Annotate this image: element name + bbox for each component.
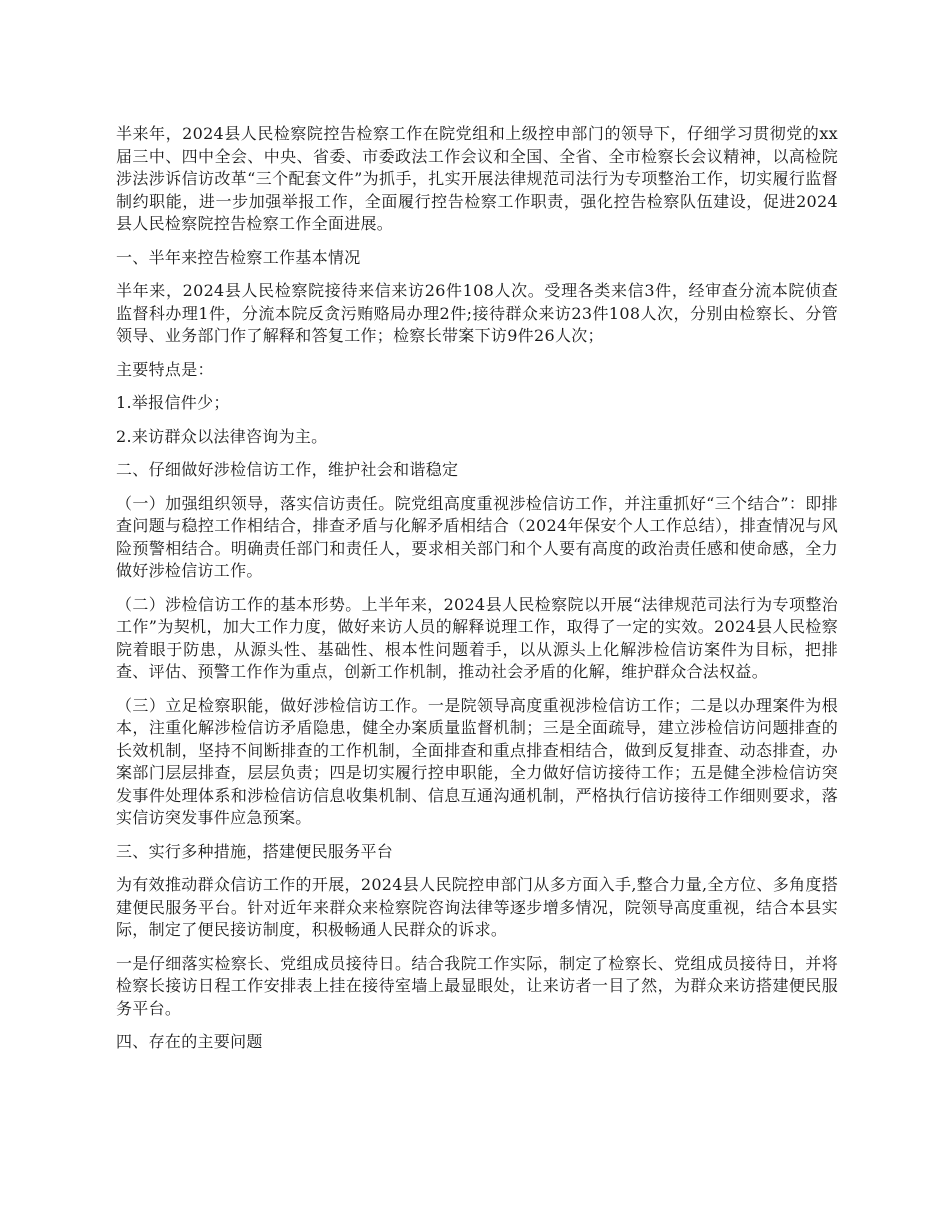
section-heading-4: 四、存在的主要问题 (116, 1032, 263, 1051)
section-2-paragraph-2: （二）涉检信访工作的基本形势。上半年来，2024县人民检察院以开展“法律规范司法行为专项整治工作”为契机，加大工作力度，做好来访人员的解释说理工作，取得了一定的实效。2024县人民检察院着眼于防患，从源头性、基础性、根本性问题着手，以从源头上化解涉检信访案件为目标，把排查、评估、预警工作作为重点，创新工作机制，推动社会矛盾的化解，维护群众合法权益。 (116, 594, 838, 681)
section-2-paragraph-3: （三）立足检察职能，做好涉检信访工作。一是院领导高度重视涉检信访工作；二是以办理案件为根本，注重化解涉检信访矛盾隐患，健全办案质量监督机制；三是全面疏导，建立涉检信访问题排查的长效机制，坚持不间断排查的工作机制，全面排查和重点排查相结合，做到反复排查、动态排查，办案部门层层排查，层层负责；四是切实履行控申职能，全力做好信访接待工作；五是健全涉检信访突发事件处理体系和涉检信访信息收集机制、信息互通沟通机制，严格执行信访接待工作细则要求，落实信访突发事件应急预案。 (116, 695, 838, 827)
feature-item-2: 2.来访群众以法律咨询为主。 (116, 426, 328, 446)
intro-paragraph: 半来年，2024县人民检察院控告检察工作在院党组和上级控申部门的领导下，仔细学习贯彻党的xx届三中、四中全会、中央、省委、市委政法工作会议和全国、全省、全市检察长会议精神，以高检院涉法涉诉信访改革“三个配套文件”为抓手，扎实开展法律规范司法行为专项整治工作，切实履行监督制约职能，进一步加强举报工作，全面履行控告检察工作职责，强化控告检察队伍建设，促进2024县人民检察院控告检察工作全面进展。 (116, 124, 838, 233)
feature-item-1: 1.举报信件少； (116, 393, 230, 412)
section-3-paragraph-1: 为有效推动群众信访工作的开展，2024县人民院控申部门从多方面入手,整合力量,全方位、多角度搭建便民服务平台。针对近年来群众来检察院咨询法律等逐步增多情况，院领导高度重视，结合本县实际，制定了便民接访制度，积极畅通人民群众的诉求。 (116, 875, 838, 939)
section-heading-3: 三、实行多种措施，搭建便民服务平台 (116, 841, 394, 861)
section-2-paragraph-1: （一）加强组织领导，落实信访责任。院党组高度重视涉检信访工作，并注重抓好“三个结合”：即排查问题与稳控工作相结合，排查矛盾与化解矛盾相结合（2024年保安个人工作总结），排查情况与风险预警相结合。明确责任部门和责任人，要求相关部门和个人要有高度的政治责任感和使命感，全力做好涉检信访工作。 (116, 493, 838, 580)
section-heading-1: 一、半年来控告检察工作基本情况 (116, 247, 361, 267)
features-lead: 主要特点是： (116, 359, 214, 379)
section-heading-2: 二、仔细做好涉检信访工作，维护社会和谐稳定 (116, 460, 459, 479)
document-body (116, 123, 838, 1065)
section-3-paragraph-2: 一是仔细落实检察长、党组成员接待日。结合我院工作实际，制定了检察长、党组成员接待日，并将检察长接访日程工作安排表上挂在接待室墙上最显眼处，让来访者一目了然，为群众来访搭建便民服务平台。 (116, 953, 838, 1018)
section-1-paragraph: 半年来，2024县人民检察院接待来信来访26件108人次。受理各类来信3件，经审查分流本院侦查监督科办理1件，分流本院反贪污贿赂局办理2件;接待群众来访23件108人次，分别由检察长、分管领导、业务部门作了解释和答复工作；检察长带案下访9件26人次； (116, 281, 838, 345)
